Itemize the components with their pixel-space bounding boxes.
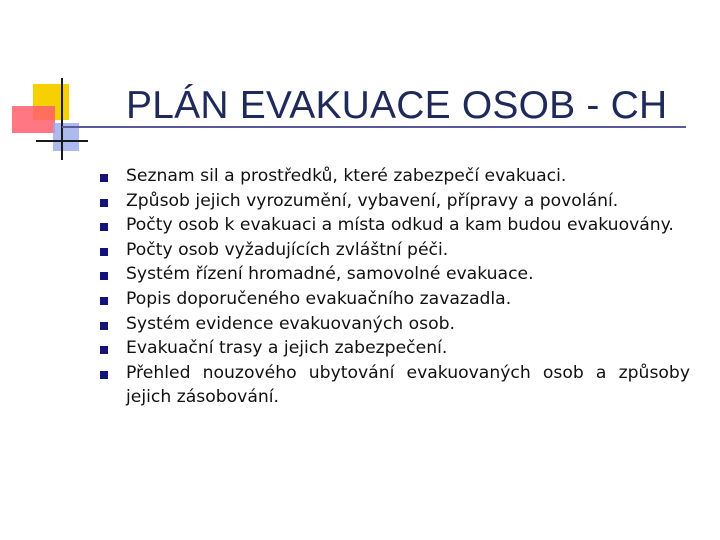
bullet-square-icon [100,223,108,231]
bullet-square-icon [100,199,108,207]
list-item [100,287,690,312]
bullet-square-icon [100,297,108,305]
bullet-list [100,164,690,410]
list-item [100,262,690,287]
list-item [100,213,690,238]
bullet-square-icon [100,174,108,182]
bullet-square-icon [100,248,108,256]
list-item-text: Seznam sil a prostředků, které zabezpečí evakuaci. [126,166,567,186]
list-item [100,312,690,337]
list-item-text: Počty osob vyžadujících zvláštní péči. [126,239,449,260]
bullet-square-icon [100,272,108,280]
list-item-text: Popis doporučeného evakuačního zavazadla. [126,288,512,309]
bullet-square-icon [100,371,108,379]
list-item-text: Počty osob k evakuaci a místa odkud a kam budou evakuovány. [126,215,674,236]
list-item [100,238,690,263]
bullet-square-icon [100,346,108,354]
list-item-text: Způsob jejich vyrozumění, vybavení, přípravy a povolání. [126,190,619,211]
list-item [100,164,690,189]
list-item [100,189,690,214]
list-item [100,336,690,361]
logo-vertical-line [61,78,63,160]
red-square [12,106,55,133]
list-item [100,361,690,410]
bullet-square-icon [100,322,108,330]
slide-title: PLÁN EVAKUACE OSOB - CH [126,84,668,127]
list-item-text: Evakuační trasy a jejich zabezpečení. [126,338,448,359]
decorative-logo [0,0,130,170]
list-item-text: Systém evidence evakuovaných osob. [126,313,455,334]
list-item-text: Přehled nouzového ubytování evakuovaných osob a způsoby jejich zásobování. [126,362,690,408]
list-item-text: Systém řízení hromadné, samovolné evakuace. [126,264,534,285]
logo-horizontal-line [36,140,88,142]
